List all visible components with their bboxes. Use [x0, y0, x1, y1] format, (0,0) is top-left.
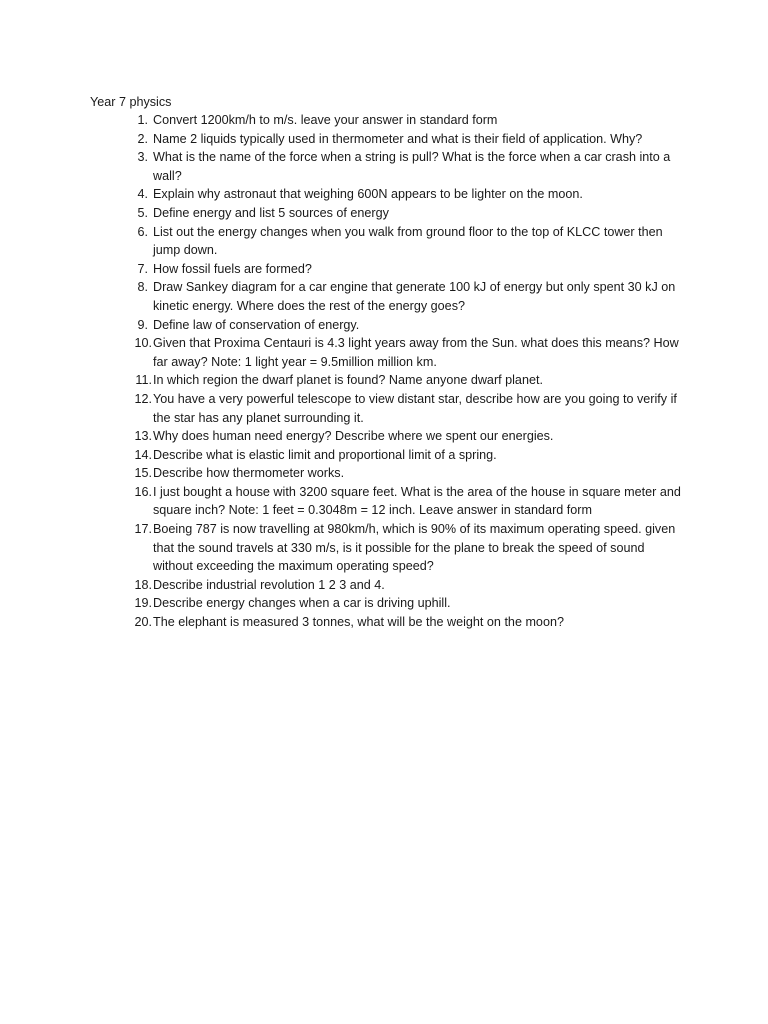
question-text: Define law of conservation of energy. [153, 317, 360, 332]
question-text: Draw Sankey diagram for a car engine that generate 100 kJ of energy but only spent 30 kJ on kinetic energy. Where does the rest of the energy goes? [153, 280, 676, 313]
question-item [0, 390, 683, 427]
question-number: 9. [137, 317, 148, 332]
question-number: 17. [134, 522, 152, 537]
question-number: 14. [134, 447, 152, 462]
question-item [0, 520, 683, 576]
question-text: List out the energy changes when you walk from ground floor to the top of KLCC tower then jump down. [153, 224, 663, 258]
question-text: Describe what is elastic limit and proportional limit of a spring. [153, 447, 497, 462]
question-number: 13. [134, 429, 152, 444]
question-text: What is the name of the force when a string is pull? What is the force when a car crash into a wall? [153, 150, 671, 183]
question-number: 19. [134, 596, 152, 611]
question-number: 20. [134, 615, 152, 630]
question-number: 2. [137, 131, 148, 146]
question-number: 15. [134, 466, 152, 481]
question-item [0, 111, 683, 130]
question-item [0, 371, 683, 390]
question-text: How fossil fuels are formed? [153, 261, 312, 276]
question-text: Define energy and list 5 sources of energy [153, 205, 389, 220]
question-text: The elephant is measured 3 tonnes, what will be the weight on the moon? [153, 615, 564, 630]
question-number: 12. [134, 391, 152, 406]
question-text: Boeing 787 is now travelling at 980km/h, which is 90% of its maximum operating speed. given that the sound travels at 330 m/s, is it possible for the plane to break the speed of sound without exceeding the maximum operating speed? [153, 522, 676, 574]
document-title: Year 7 physics [90, 95, 172, 109]
question-item [0, 427, 683, 446]
question-text: I just bought a house with 3200 square feet. What is the area of the house in square meter and square inch? Note: 1 feet = 0.3048m = 12 inch. Leave answer in standard form [153, 484, 681, 518]
question-text: Explain why astronaut that weighing 600N appears to be lighter on the moon. [153, 187, 583, 202]
question-text: You have a very powerful telescope to view distant star, describe how are you going to verify if the star has any planet surrounding it. [153, 391, 677, 425]
question-number: 10. [134, 336, 152, 351]
question-text: Convert 1200km/h to m/s. leave your answer in standard form [153, 113, 498, 127]
question-item [0, 483, 683, 520]
question-item [0, 185, 683, 204]
question-text: Why does human need energy? Describe where we spent our energies. [153, 429, 554, 444]
question-item [0, 464, 683, 483]
question-number: 7. [137, 261, 148, 276]
question-text: Describe how thermometer works. [153, 466, 345, 481]
question-number: 6. [137, 224, 148, 239]
question-number: 5. [137, 205, 148, 220]
question-item [0, 278, 683, 315]
question-item [0, 316, 683, 335]
question-number: 16. [134, 484, 152, 499]
question-text: In which region the dwarf planet is found? Name anyone dwarf planet. [153, 373, 543, 388]
question-item [0, 334, 683, 371]
question-list [0, 111, 768, 632]
question-item [0, 594, 683, 613]
question-number: 3. [137, 150, 148, 165]
question-text: Name 2 liquids typically used in thermometer and what is their field of application. Why? [153, 131, 643, 146]
question-item [0, 204, 683, 223]
question-text: Describe industrial revolution 1 2 3 and 4. [153, 577, 385, 592]
question-item [0, 130, 683, 149]
question-text: Given that Proxima Centauri is 4.3 light years away from the Sun. what does this means? How far away? Note: 1 light year = 9.5million million km. [153, 336, 679, 369]
question-number: 18. [134, 577, 152, 592]
question-number: 8. [137, 280, 148, 295]
question-item [0, 223, 683, 260]
question-text: Describe energy changes when a car is driving uphill. [153, 596, 451, 611]
question-number: 4. [137, 187, 148, 202]
question-number: 11. [135, 373, 152, 388]
question-item [0, 576, 683, 595]
question-number: 1. [137, 113, 148, 127]
question-item [0, 260, 683, 279]
question-item [0, 446, 683, 465]
question-item [0, 148, 683, 185]
question-item [0, 613, 683, 632]
